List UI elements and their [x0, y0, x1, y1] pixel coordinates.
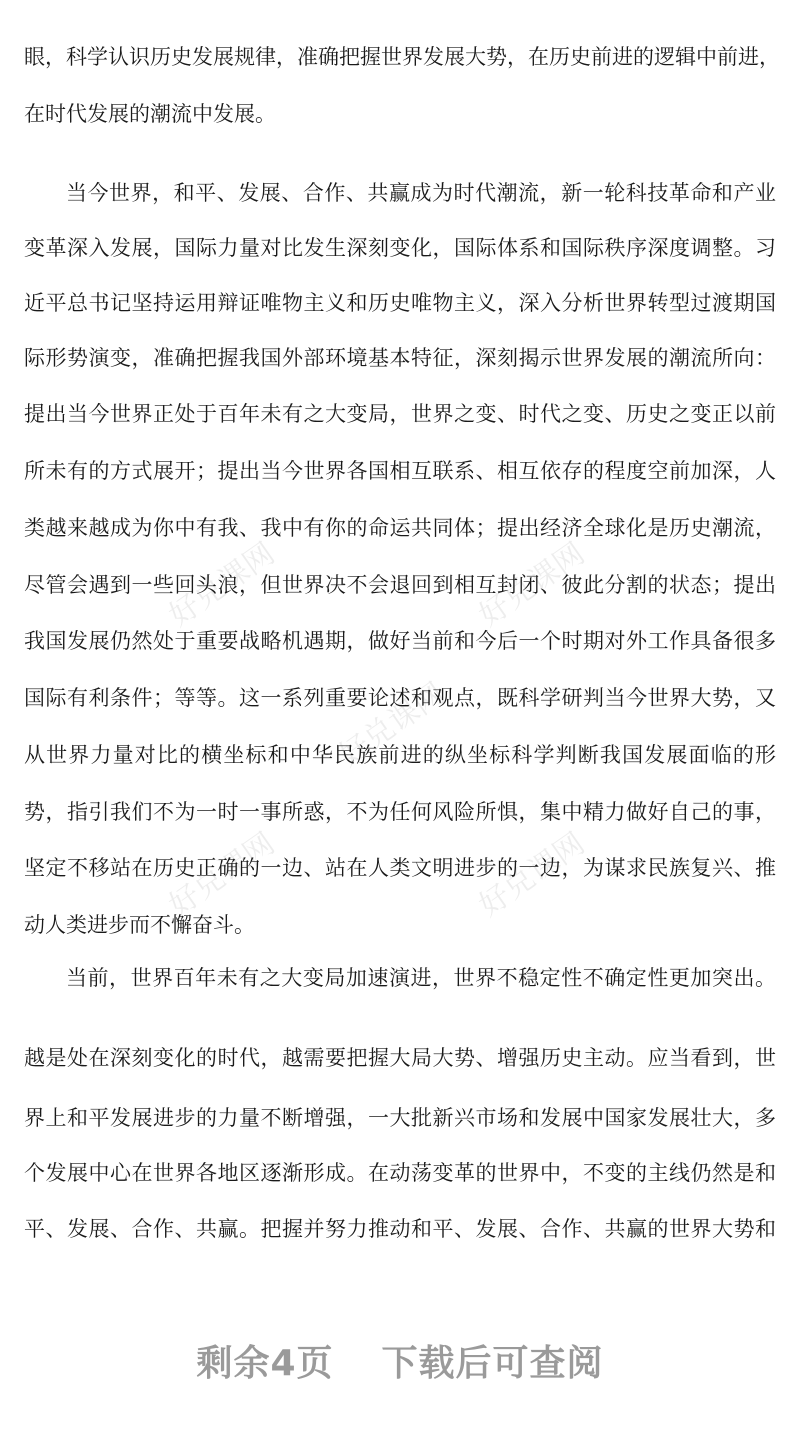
- text-line: 平、发展、合作、共赢。把握并努力推动和平、发展、合作、共赢的世界大势和: [24, 1217, 776, 1241]
- text-line: 势，指引我们不为一时一事所惑，不为任何风险所惧，集中精力做好自己的事，: [24, 800, 776, 824]
- download-to-view-label: 下载后可查阅: [381, 1343, 604, 1384]
- watermark: 好兑课网: [472, 826, 592, 924]
- text-line: 当今世界，和平、发展、合作、共赢成为时代潮流，新一轮科技革命和产业: [66, 181, 776, 205]
- text-line: 变革深入发展，国际力量对比发生深刻变化，国际体系和国际秩序深度调整。习: [24, 236, 776, 260]
- watermark: 好兑课网: [332, 676, 452, 774]
- text-line: 越是处在深刻变化的时代，越需要把握大局大势、增强历史主动。应当看到，世: [24, 1046, 776, 1070]
- text-line: 我国发展仍然处于重要战略机遇期，做好当前和今后一个时期对外工作具备很多: [24, 629, 776, 653]
- download-prompt[interactable]: [0, 1335, 800, 1385]
- text-line: 眼，科学认识历史发展规律，准确把握世界发展大势，在历史前进的逻辑中前进，: [24, 45, 780, 69]
- remaining-pages-label: 剩余4页: [196, 1343, 334, 1384]
- text-line: 国际有利条件；等等。这一系列重要论述和观点，既科学研判当今世界大势，又: [24, 686, 776, 710]
- text-line: 动人类进步而不懈奋斗。: [24, 913, 255, 937]
- text-line: 际形势演变，准确把握我国外部环境基本特征，深刻揭示世界发展的潮流所向：: [24, 346, 776, 370]
- text-line: 在时代发展的潮流中发展。: [24, 102, 276, 126]
- text-line: 近平总书记坚持运用辩证唯物主义和历史唯物主义，深入分析世界转型过渡期国: [24, 291, 776, 315]
- watermark: 好兑课网: [472, 536, 592, 634]
- watermark: 好兑课网: [162, 826, 282, 924]
- text-line: 坚定不移站在历史正确的一边、站在人类文明进步的一边，为谋求民族复兴、推: [24, 856, 776, 880]
- text-line: 所未有的方式展开；提出当今世界各国相互联系、相互依存的程度空前加深，人: [24, 459, 776, 483]
- text-line: 类越来越成为你中有我、我中有你的命运共同体；提出经济全球化是历史潮流，: [24, 516, 776, 540]
- text-line: 界上和平发展进步的力量不断增强，一大批新兴市场和发展中国家发展壮大，多: [24, 1106, 776, 1130]
- text-line: 尽管会遇到一些回头浪，但世界决不会退回到相互封闭、彼此分割的状态；提出: [24, 573, 776, 597]
- watermark: 好兑课网: [162, 536, 282, 634]
- text-line: 提出当今世界正处于百年未有之大变局，世界之变、时代之变、历史之变正以前: [24, 402, 776, 426]
- text-line: 个发展中心在世界各地区逐渐形成。在动荡变革的世界中，不变的主线仍然是和: [24, 1161, 776, 1185]
- text-line: 当前，世界百年未有之大变局加速演进，世界不稳定性不确定性更加突出。: [66, 966, 776, 990]
- text-line: 从世界力量对比的横坐标和中华民族前进的纵坐标科学判断我国发展面临的形: [24, 743, 776, 767]
